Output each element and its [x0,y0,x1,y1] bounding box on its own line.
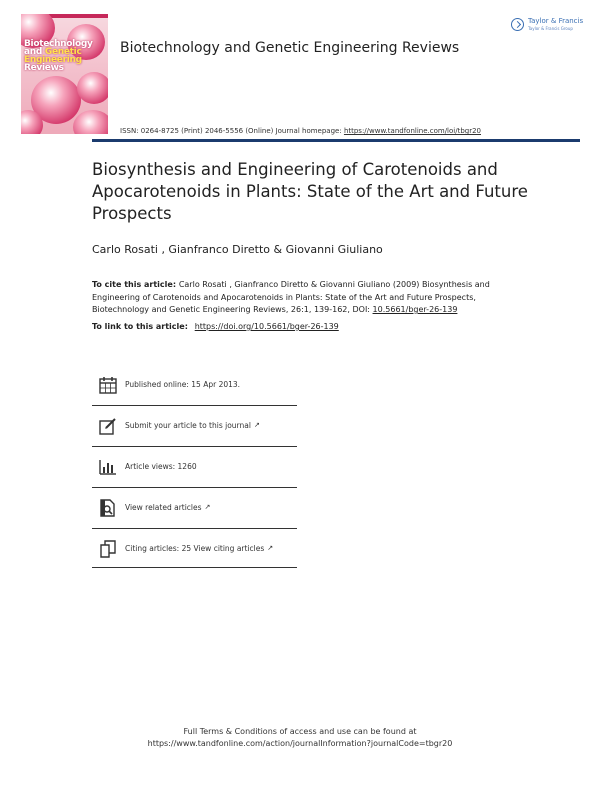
publisher-subname: Taylor & Francis Group [528,26,573,31]
submit-article-item[interactable] [92,405,297,446]
journal-name: Biotechnology and Genetic Engineering Reviews [120,40,460,56]
publisher-logo [511,17,589,35]
journal-cover-image [21,14,108,134]
cover-cell-graphic [73,110,108,134]
article-views-item [92,446,297,487]
publisher-name: Taylor & Francis [528,17,584,25]
citation-label: To cite this article: [92,280,179,289]
issn-text: ISSN: 0264-8725 (Print) 2046-5556 (Online) Journal homepage: [120,127,344,135]
footer-terms-line: Full Terms & Conditions of access and use can be found at [183,727,417,736]
copy-icon [99,540,117,558]
calendar-icon [99,376,117,394]
citation-block [92,279,512,317]
doi-link[interactable]: 10.5661/bger-26-139 [372,305,458,314]
article-views-text: Article views: 1260 [125,462,197,471]
link-label: To link to this article: [92,322,191,331]
issn-line [120,127,481,135]
journal-homepage-link[interactable]: https://www.tandfonline.com/loi/tbgr20 [343,127,481,135]
header-divider [92,139,580,142]
cover-title: Biotechnology and Genetic Engineering Reviews [24,39,93,73]
external-link-icon: ↗ [204,503,211,511]
external-link-icon: ↗ [267,544,274,552]
bar-chart-icon [99,458,117,476]
panel-divider [92,567,297,568]
citation-text: Carlo Rosati , Gianfranco Diretto & Giovanni Giuliano (2009) Biosynthesis and Engineering of Carotenoids and Apocarotenoids in Plants: State of the Art and Future Prospects, Biotechnology and Genetic Engineering Reviews, 26:1, 139-162, DOI: [92,280,490,314]
footer-terms-url[interactable]: https://www.tandfonline.com/action/journalInformation?journalCode=tbgr20 [147,739,453,748]
published-online-item [92,364,297,405]
publisher-arrow-icon [511,18,524,31]
article-link-line [92,322,339,331]
search-document-icon [99,499,117,517]
article-authors: Carlo Rosati , Gianfranco Diretto & Giovanni Giuliano [92,243,383,256]
published-online-text: Published online: 15 Apr 2013. [125,380,241,389]
article-title: Biosynthesis and Engineering of Carotenoids and Apocarotenoids in Plants: State of the Art and Future Prospects [92,160,528,223]
edit-icon [99,417,117,435]
article-doi-url[interactable]: https://doi.org/10.5661/bger-26-139 [194,322,339,331]
submit-article-link[interactable]: Submit your article to this journal ↗ [125,421,260,430]
citing-articles-link[interactable]: Citing articles: 25 View citing articles ↗ [125,544,274,553]
citing-articles-item[interactable] [92,528,297,569]
external-link-icon: ↗ [253,421,260,429]
cover-cell-graphic [77,72,108,104]
related-articles-link[interactable]: View related articles ↗ [125,503,211,512]
related-articles-item[interactable] [92,487,297,528]
